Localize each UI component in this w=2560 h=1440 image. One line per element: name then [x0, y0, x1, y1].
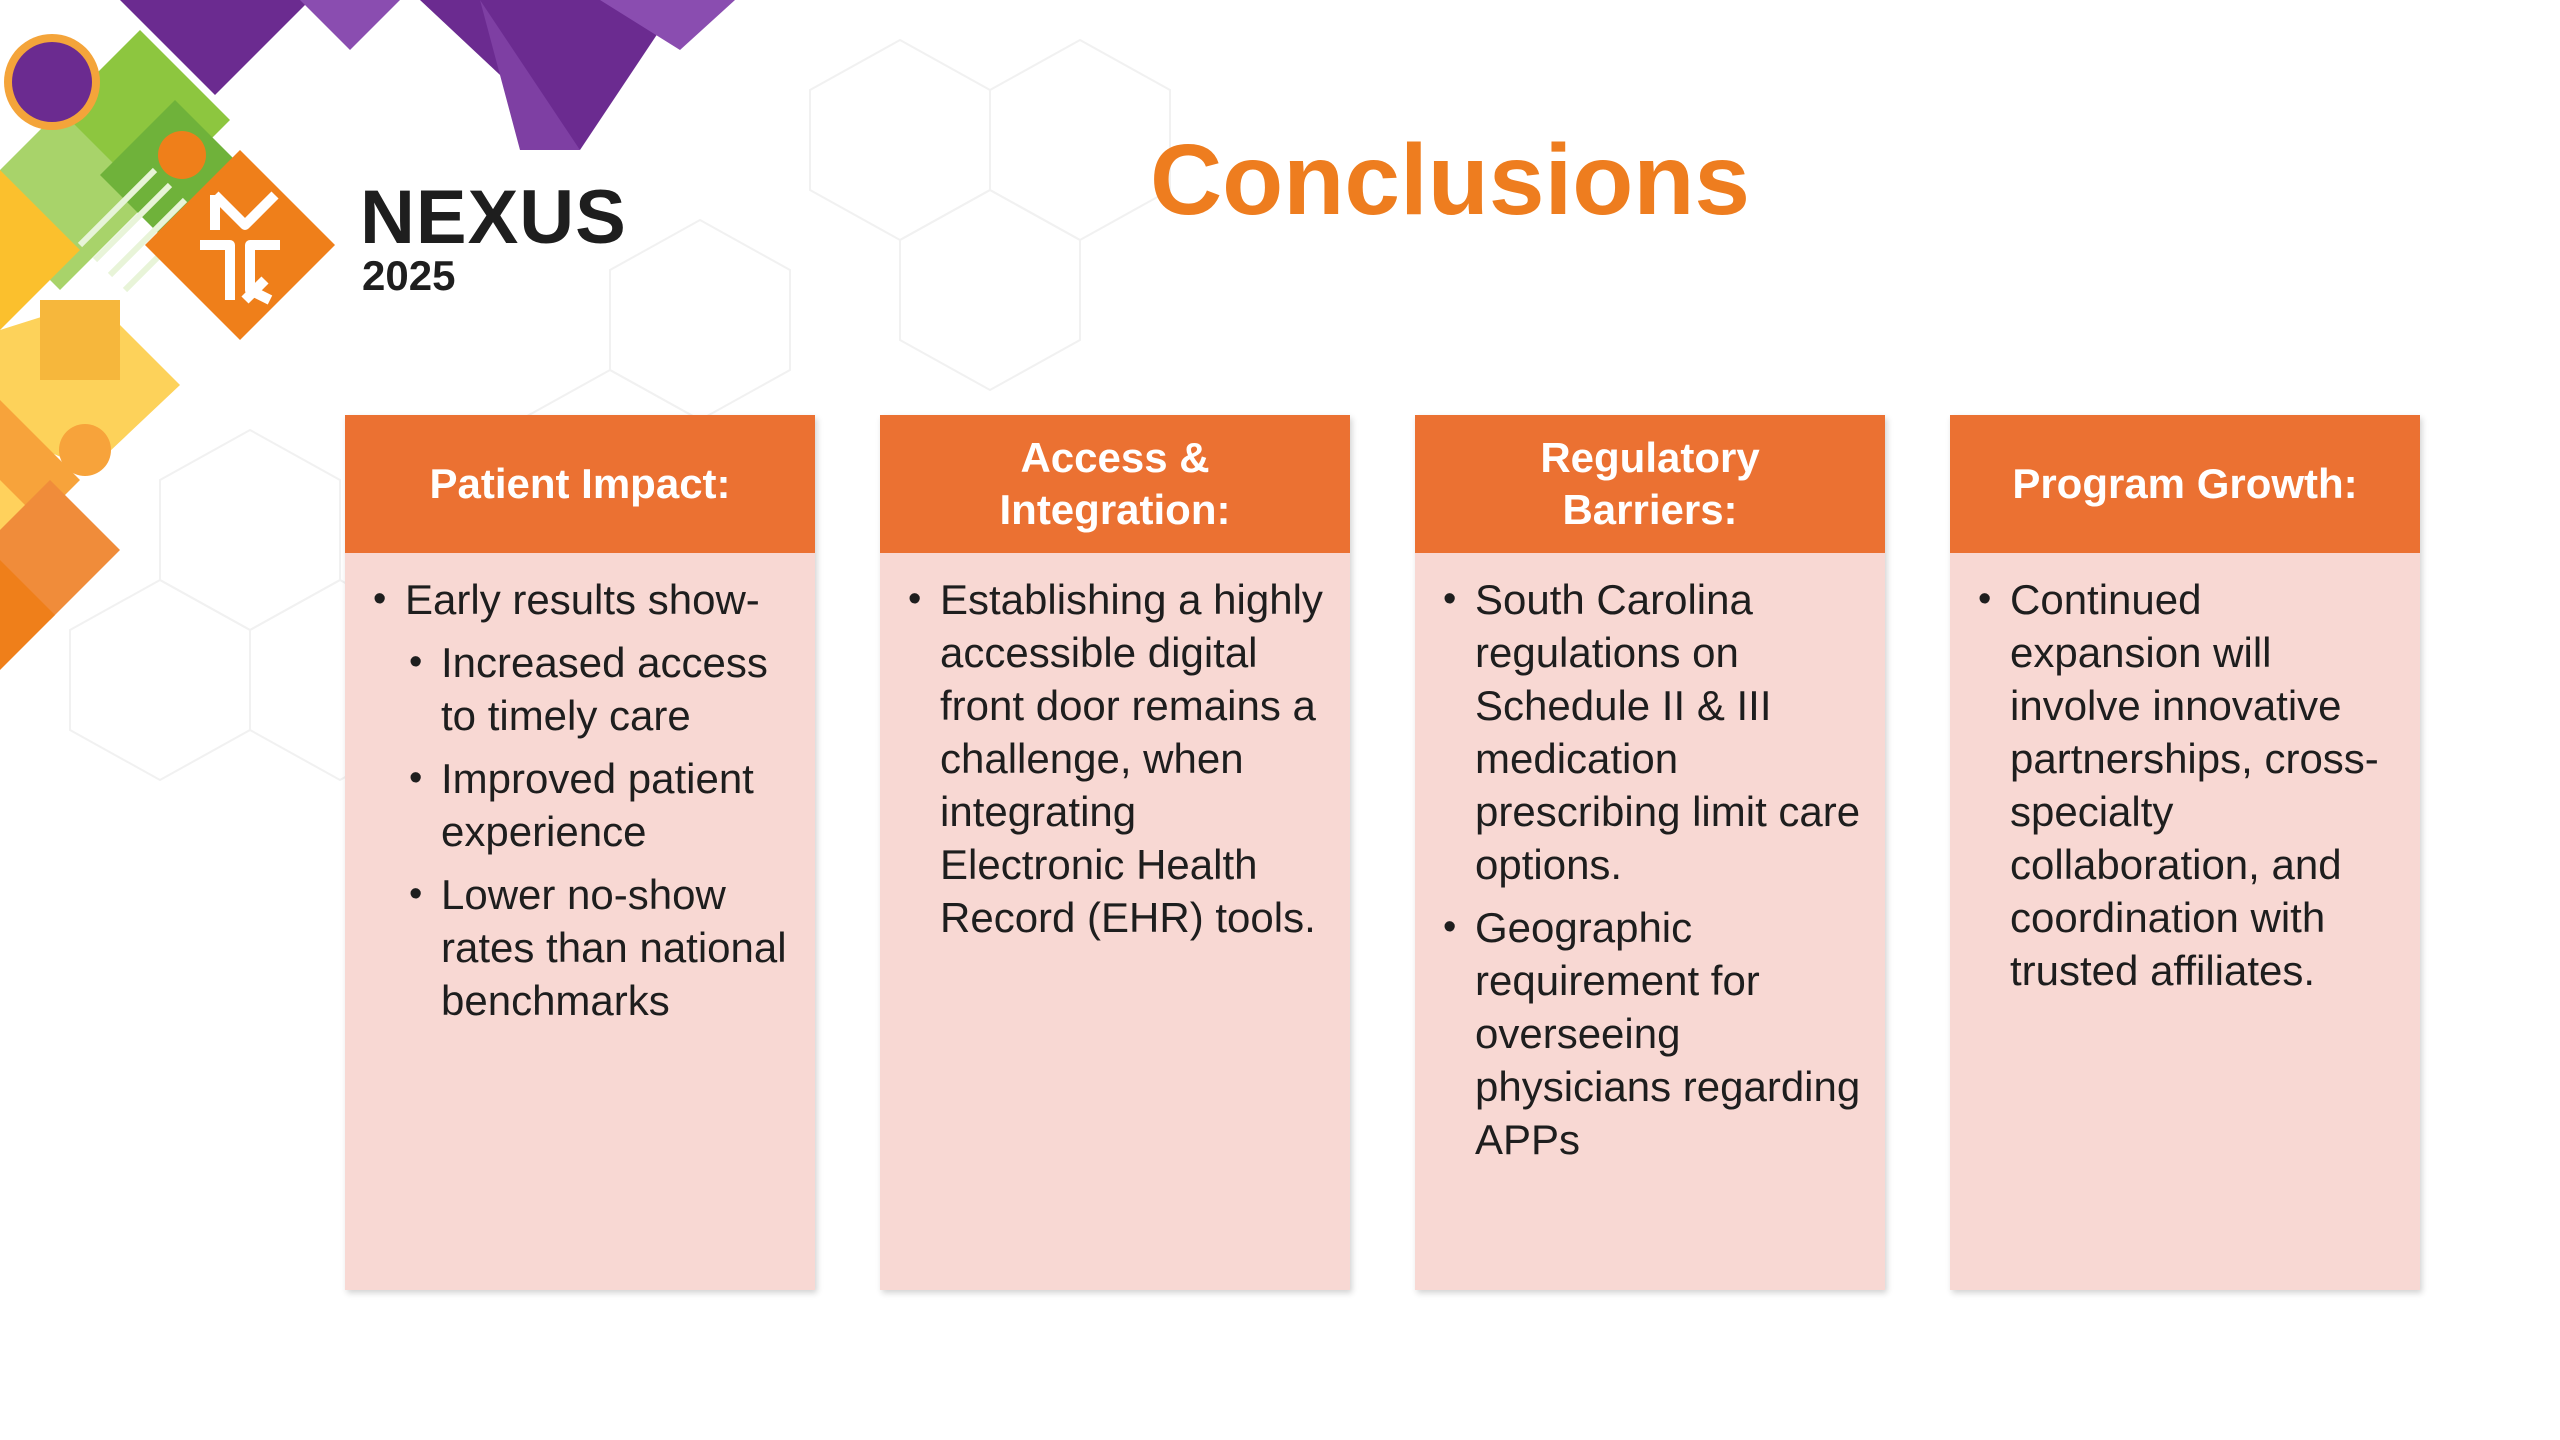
- bullet-icon: •: [409, 641, 423, 683]
- sub-list-item-text: Increased access to timely care: [441, 639, 768, 739]
- list-item-text: Establishing a highly accessible digital front door remains a challenge, when integrating Electronic Health Record (EHR) tools.: [940, 576, 1323, 941]
- card-body: [345, 553, 815, 1027]
- list-item: [904, 573, 1326, 944]
- list-item-text: Early results show-: [405, 576, 760, 623]
- card-header: Access & Integration:: [880, 415, 1350, 553]
- list-item: [369, 573, 791, 1027]
- list-item: [1974, 573, 2396, 997]
- card-header: Regulatory Barriers:: [1415, 415, 1885, 553]
- logo-year: 2025: [362, 252, 456, 299]
- list-item: [1439, 573, 1861, 891]
- card-body: [880, 553, 1350, 944]
- card-regulatory-barriers: [1415, 415, 1885, 1290]
- card-body: [1415, 553, 1885, 1166]
- bullet-icon: •: [1443, 906, 1457, 948]
- card-program-growth: [1950, 415, 2420, 1290]
- card-header: Program Growth:: [1950, 415, 2420, 553]
- bullet-icon: •: [1443, 578, 1457, 620]
- card-body: [1950, 553, 2420, 997]
- bullet-icon: •: [373, 578, 387, 620]
- sub-list-item: [405, 752, 791, 858]
- list-item-text: Continued expansion will involve innovative partnerships, cross-specialty collaboration, and coordination with trusted affiliates.: [2010, 576, 2379, 994]
- page-title: Conclusions: [1149, 124, 1751, 236]
- card-patient-impact: [345, 415, 815, 1290]
- bullet-icon: •: [409, 757, 423, 799]
- card-header: Patient Impact:: [345, 415, 815, 553]
- list-item: [1439, 901, 1861, 1166]
- list-item-text: South Carolina regulations on Schedule II & III medication prescribing limit care options.: [1475, 576, 1861, 888]
- bullet-list: [904, 573, 1326, 944]
- logo-wordmark: NEXUS: [360, 175, 627, 260]
- bullet-icon: •: [908, 578, 922, 620]
- sub-list-item: [405, 868, 791, 1027]
- bullet-icon: •: [1978, 578, 1992, 620]
- bullet-list: [1439, 573, 1861, 1166]
- card-access-integration: [880, 415, 1350, 1290]
- sub-list-item-text: Improved patient experience: [441, 755, 754, 855]
- list-item-text: Geographic requirement for overseeing physicians regarding APPs: [1475, 904, 1861, 1163]
- bullet-list: [1974, 573, 2396, 997]
- sub-list-item: [405, 636, 791, 742]
- bullet-list: [369, 573, 791, 1027]
- sub-list-item-text: Lower no-show rates than national benchmarks: [441, 871, 787, 1024]
- sub-bullet-list: [405, 636, 791, 1027]
- bullet-icon: •: [409, 873, 423, 915]
